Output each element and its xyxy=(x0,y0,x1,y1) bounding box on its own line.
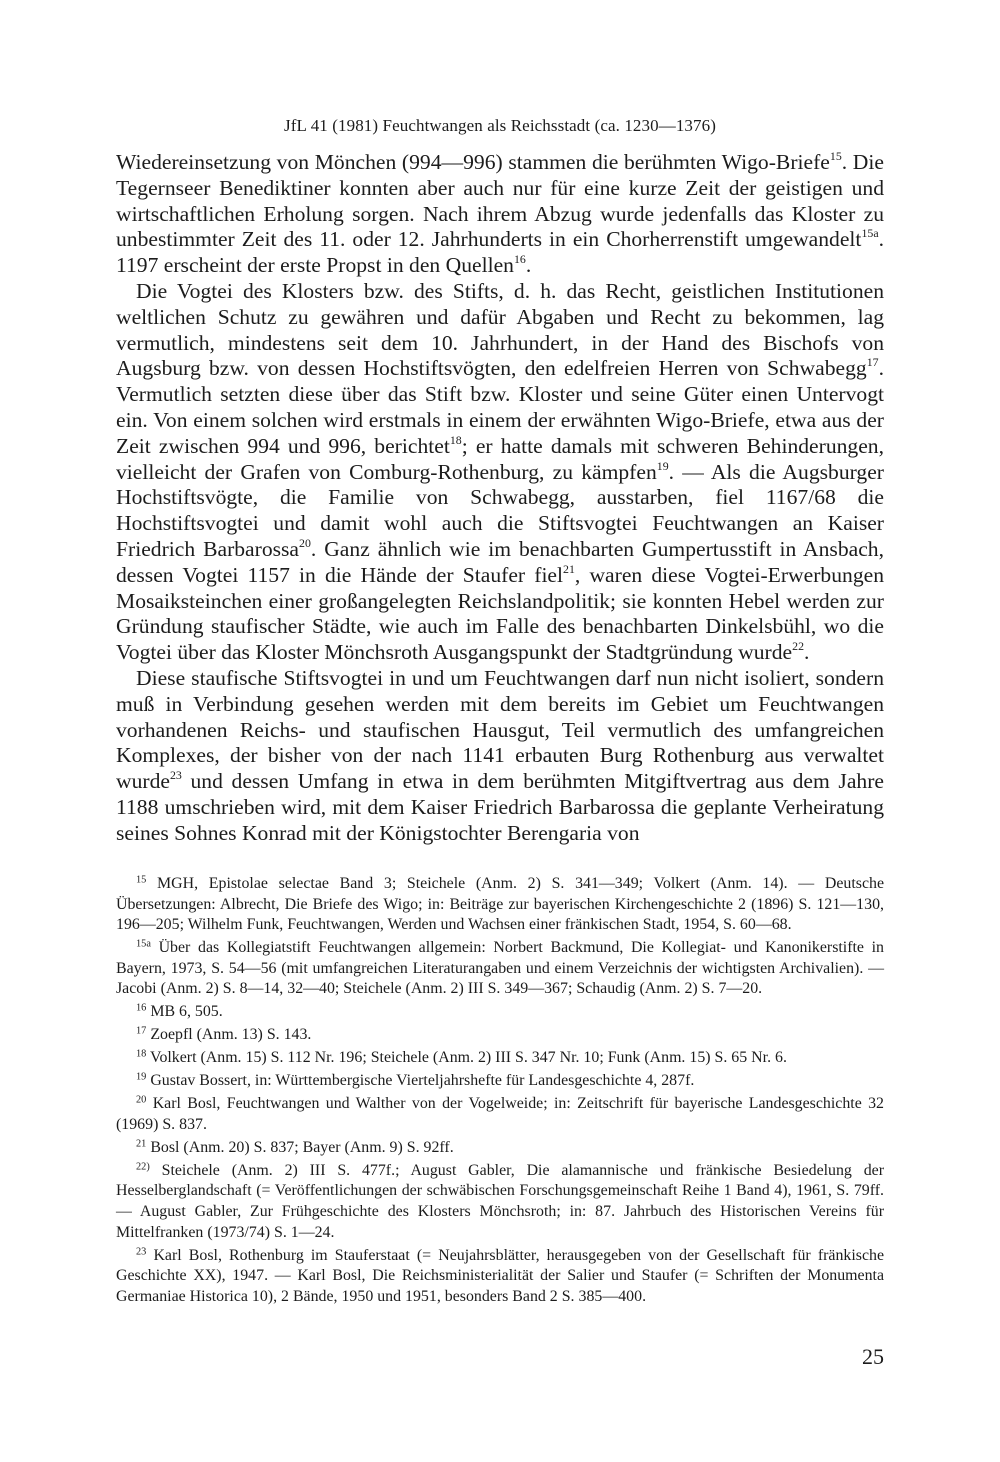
footnote-number: 15a xyxy=(136,938,151,950)
footnote-text: Gustav Bossert, in: Württembergische Vierteljahrshefte für Landesgeschichte 4, 287f. xyxy=(150,1072,695,1090)
footnote-text: Steichele (Anm. 2) III S. 477f.; August Gabler, Die alamannische und fränkische Besiedelung der Hesselberglandschaft (= Veröffentlichungen der schwäbischen Forschungsgemeinschaft Reihe 1 Band 4), 1961, S. 79ff. — August Gabler, Zur Frühgeschichte des Klosters Mönchsroth; in: 87. Jahrbuch des Historischen Vereins für Mittelfranken (1973/74) S. 1—24. xyxy=(116,1161,884,1241)
paragraph xyxy=(116,666,884,847)
footnote xyxy=(116,1071,884,1092)
footnote-text: Volkert (Anm. 15) S. 112 Nr. 196; Steichele (Anm. 2) III S. 347 Nr. 10; Funk (Anm. 15) S. 65 Nr. 6. xyxy=(150,1049,787,1067)
text-run: Die Vogtei des Klosters bzw. des Stifts, d. h. das Recht, geistlichen Institutionen weltlichen Schutz zu gewähren und dafür Abgaben und Recht zu bekommen, lag vermutlich, mindestens seit dem 10. Jahrhundert, in der Hand des Bischofs von Augsburg bzw. von dessen Hochstiftsvögten, den edelfreien Herren von Schwabegg xyxy=(116,278,884,381)
footnotes xyxy=(116,874,884,1310)
footnote-number: 20 xyxy=(136,1094,147,1106)
footnote-number: 19 xyxy=(136,1071,147,1083)
footnote-text: Über das Kollegiatstift Feuchtwangen allgemein: Norbert Backmund, Die Kollegiat- und Kanonikerstifte in Bayern, 1973, S. 54—56 (mit umfangreichen Literaturangaben und einem Verzeichnis der wichtigsten Archivalien). — Jacobi (Anm. 2) S. 8—14, 32—40; Steichele (Anm. 2) III S. 349—367; Schaudig (Anm. 2) S. 7—20. xyxy=(116,939,884,998)
footnote-ref: 22 xyxy=(792,639,804,654)
footnote-ref: 21 xyxy=(563,561,575,576)
text-run: . — Als die Augsburger Hochstiftsvögte, die Familie von Schwabegg, ausstarben, fiel 1167/68 die Hochstiftsvogtei und damit wohl auch die Stiftsvogtei Feuchtwangen an Kaiser Friedrich Barbarossa xyxy=(116,459,884,561)
text-run: , waren diese Vogtei-Erwerbungen Mosaiksteinchen einer großangelegten Reichslandpolitik; sie konnten Hebel werden zur Gründung staufischer Städte, wie auch im Falle des benachbarten Dinkelsbühl, wo die Vogtei über das Kloster Mönchsroth Ausgangspunkt der Stadtgründung wurde xyxy=(116,562,884,665)
footnote-ref: 23 xyxy=(169,768,182,783)
footnote xyxy=(116,1048,884,1069)
footnote-text: Karl Bosl, Feuchtwangen und Walther von der Vogelweide; in: Zeitschrift für bayerische Landesgeschichte 32 (1969) S. 837. xyxy=(116,1095,884,1133)
page-number: 25 xyxy=(862,1344,884,1369)
text-run: . Vermutlich setzten diese über das Stift bzw. Kloster und seine Güter einen Untervogt ein. Von einem solchen wird erstmals in einem der erwähnten Wigo-Briefe, etwa aus der Zeit zwischen 994 und 996, berichtet xyxy=(116,356,884,458)
footnote xyxy=(116,1138,884,1159)
footnote-number: 18 xyxy=(136,1048,147,1060)
footnote-ref: 20 xyxy=(299,536,311,551)
footnote-text: MB 6, 505. xyxy=(150,1003,223,1021)
text-run: Wiedereinsetzung von Mönchen (994—996) stammen die berühmten Wigo-Briefe xyxy=(116,150,830,174)
footnote-ref: 19 xyxy=(656,458,669,473)
footnote-text: MGH, Epistolae selectae Band 3; Steichele (Anm. 2) S. 341—349; Volkert (Anm. 14). — Deutsche Übersetzungen: Albrecht, Die Briefe des Wigo; in: Beiträge zur bayerischen Kirchengeschichte 2 (1896) S. 121—130, 196—205; Wilhelm Funk, Feuchtwangen, Werden und Wachsen einer fränkischen Stadt, 1954, S. 60—68. xyxy=(116,875,884,934)
footnote-number: 16 xyxy=(136,1002,147,1014)
paragraph xyxy=(116,150,884,279)
footnote xyxy=(116,1002,884,1023)
text-run: . xyxy=(804,640,810,665)
footnote xyxy=(116,874,884,936)
footnote xyxy=(116,1161,884,1243)
footnote-number: 22) xyxy=(136,1161,150,1173)
footnote-text: Bosl (Anm. 20) S. 837; Bayer (Anm. 9) S. 92ff. xyxy=(150,1138,454,1156)
footnote xyxy=(116,1246,884,1308)
footnote-text: Zoepfl (Anm. 13) S. 143. xyxy=(150,1026,312,1044)
footnote xyxy=(116,1094,884,1135)
footnote-number: 17 xyxy=(136,1025,147,1037)
text-run: und dessen Umfang in etwa in dem berühmten Mitgiftvertrag aus dem Jahre 1188 umschrieben wird, mit dem Kaiser Friedrich Barbarossa die geplante Verheiratung seines Sohnes Konrad mit der Königstochter Berengaria von xyxy=(116,769,884,845)
footnote-ref: 18 xyxy=(449,432,462,447)
footnote-text: Karl Bosl, Rothenburg im Stauferstaat (= Neujahrsblätter, herausgegeben von der Gesellschaft für fränkische Geschichte XX), 1947. — Karl Bosl, Die Reichsministerialität der Salier und Staufer (= Schriften der Monumenta Germaniae Historica 10), 2 Bände, 1950 und 1951, besonders Band 2 S. 385—400. xyxy=(116,1246,884,1305)
footnote-number: 23 xyxy=(136,1245,147,1257)
running-header: JfL 41 (1981) Feuchtwangen als Reichsstadt (ca. 1230—1376) xyxy=(284,116,716,135)
text-run: ; er hatte damals mit schweren Behinderungen, vielleicht der Grafen von Comburg-Rothenburg, zu kämpfen xyxy=(116,433,885,484)
paragraph xyxy=(116,279,884,666)
footnote-ref: 15a xyxy=(861,226,879,241)
main-text xyxy=(116,150,884,847)
footnote-ref: 16 xyxy=(513,252,526,267)
footnote-number: 21 xyxy=(136,1138,147,1150)
footnote xyxy=(116,938,884,1000)
footnote-number: 15 xyxy=(136,874,147,886)
text-run: . xyxy=(525,253,532,278)
footnote xyxy=(116,1025,884,1046)
text-run: Diese staufische Stiftsvogtei in und um Feuchtwangen darf nun nicht isoliert, sondern muß in Verbindung gesehen werden mit dem bereits im Gebiet um Feuchtwangen vorhandenen Reichs- und staufischen Hausgut, Teil vermutlich des umfangreichen Komplexes, der bisher von der nach 1141 erbauten Burg Rothenburg aus verwaltet wurde xyxy=(116,665,884,794)
footnote-ref: 15 xyxy=(829,149,842,164)
text-run: . 1197 erscheint der erste Propst in den Quellen xyxy=(116,227,884,278)
text-run: . Die Tegernseer Benediktiner konnten aber auch nur für eine kurze Zeit der geistigen und wirtschaftlichen Erholung sorgen. Nach ihrem Abzug wurde jedenfalls das Kloster zu unbestimmter Zeit des 11. oder 12. Jahrhunderts in ein Chorherrenstift umgewandelt xyxy=(116,150,884,252)
text-run: . Ganz ähnlich wie im benachbarten Gumpertusstift in Ansbach, dessen Vogtei 1157 in die Hände der Staufer fiel xyxy=(116,536,884,587)
footnote-ref: 17 xyxy=(866,355,879,370)
